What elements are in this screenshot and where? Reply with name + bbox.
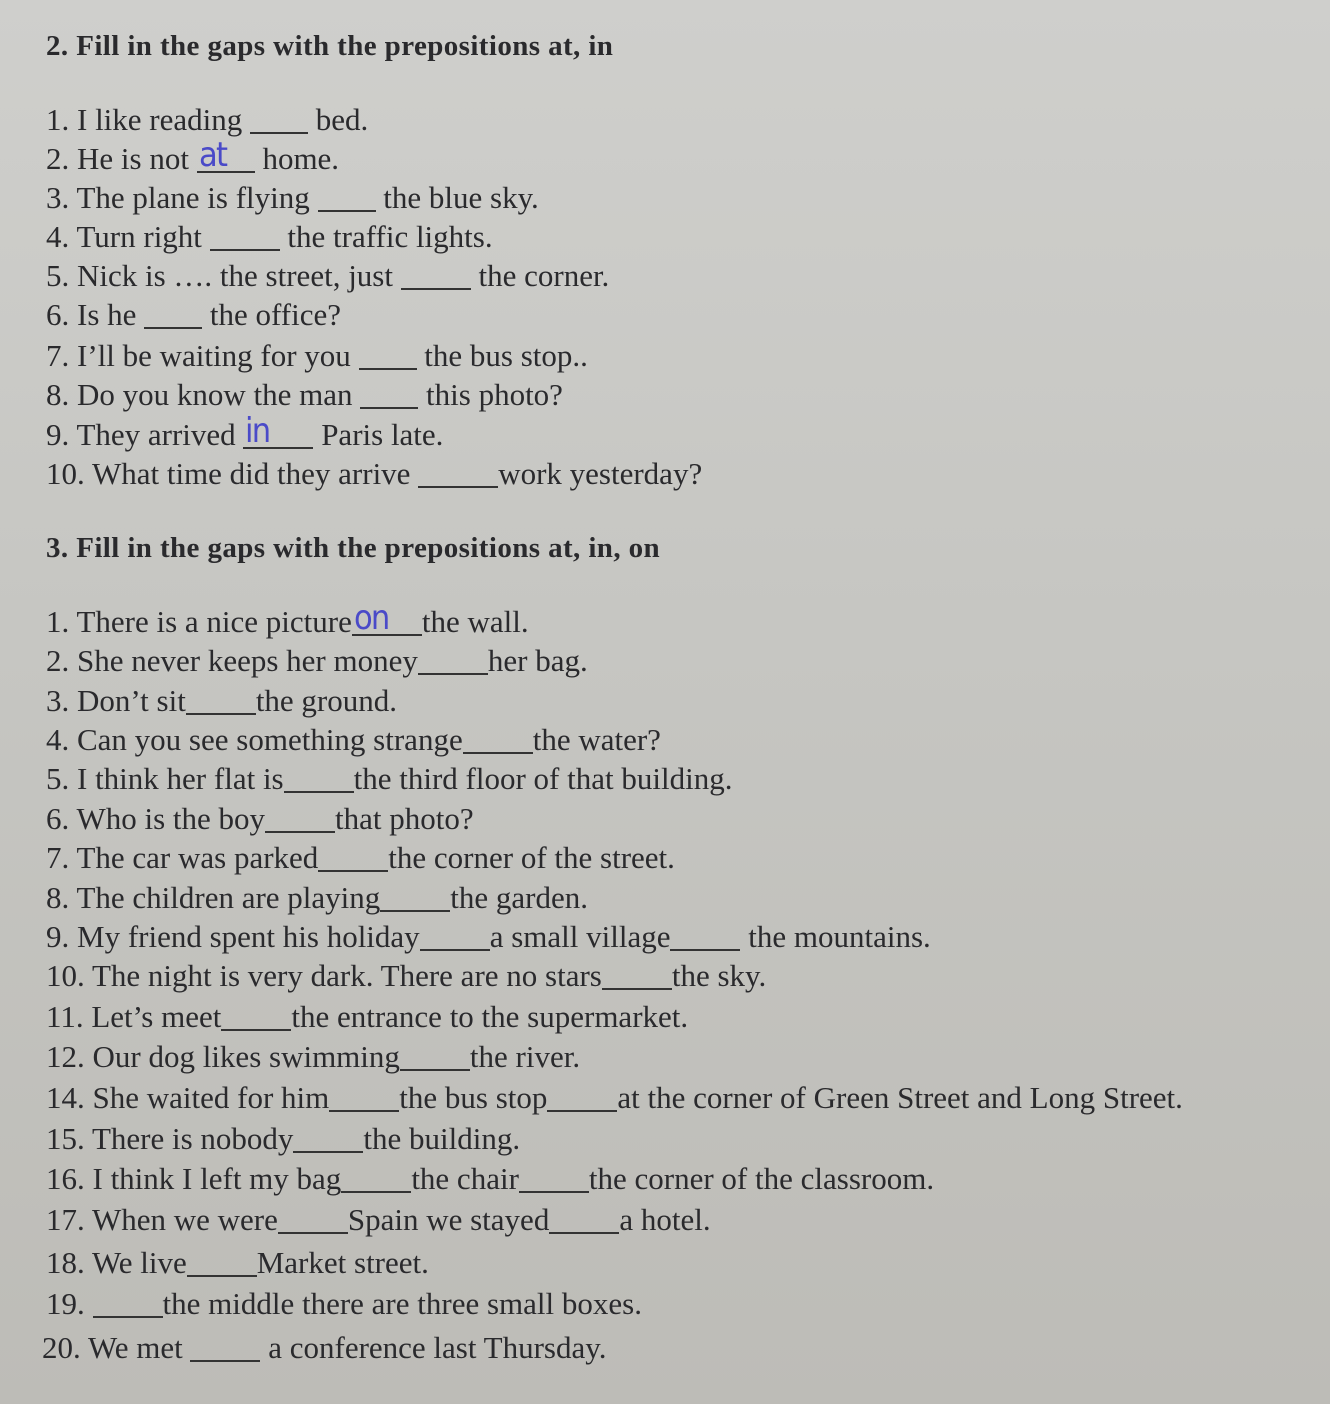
answer-blank[interactable] — [318, 182, 376, 212]
answer-blank[interactable] — [93, 1288, 163, 1318]
answer-blank[interactable] — [318, 842, 388, 872]
answer-blank[interactable] — [186, 685, 256, 715]
answer-blank[interactable] — [418, 645, 488, 675]
list-item: 9. My friend spent his holiday a small village the mountains. — [46, 919, 931, 954]
list-item: 4. Turn right the traffic lights. — [46, 219, 493, 254]
answer-blank[interactable] — [284, 763, 354, 793]
list-item: 17. When we were Spain we stayed a hotel. — [46, 1202, 711, 1237]
list-item: 12. Our dog likes swimming the river. — [46, 1039, 581, 1074]
list-item: 10. What time did they arrive work yesterday? — [46, 456, 703, 491]
answer-blank[interactable] — [670, 921, 740, 951]
list-item: 2. He is not at home. — [46, 135, 340, 176]
list-item: 8. Do you know the man this photo? — [46, 377, 563, 412]
answer-blank[interactable] — [293, 1123, 363, 1153]
answer-blank[interactable] — [243, 411, 313, 451]
list-item: 3. Don’t sit the ground. — [46, 683, 398, 718]
list-item: 18. We live Market street. — [46, 1245, 429, 1280]
answer-blank[interactable] — [250, 104, 308, 134]
list-item: 16. I think I left my bag the chair the corner of the classroom. — [46, 1161, 935, 1196]
answer-blank[interactable] — [265, 803, 335, 833]
handwritten-answer: at — [198, 135, 226, 175]
list-item: 10. The night is very dark. There are no stars the sky. — [46, 958, 767, 993]
exercise-2-title: 2. Fill in the gaps with the prepositions at, in — [46, 30, 614, 62]
answer-blank[interactable] — [352, 598, 422, 638]
answer-blank[interactable] — [221, 1001, 291, 1031]
answer-blank[interactable] — [400, 1041, 470, 1071]
list-item: 11. Let’s meet the entrance to the supermarket. — [46, 999, 689, 1034]
answer-blank[interactable] — [197, 135, 255, 175]
list-item: 4. Can you see something strange the water? — [46, 722, 661, 757]
answer-blank[interactable] — [190, 1332, 260, 1362]
list-item: 19. the middle there are three small boxes. — [46, 1286, 642, 1321]
list-item: 1. I like reading bed. — [46, 102, 369, 137]
list-item: 7. I’ll be waiting for you the bus stop.. — [46, 338, 588, 373]
list-item: 9. They arrived in Paris late. — [46, 411, 444, 452]
list-item: 14. She waited for him the bus stop at the corner of Green Street and Long Street. — [46, 1080, 1183, 1115]
answer-blank[interactable] — [463, 724, 533, 754]
list-item: 2. She never keeps her money her bag. — [46, 643, 588, 678]
list-item: 6. Who is the boy that photo? — [46, 801, 474, 836]
answer-blank[interactable] — [547, 1082, 617, 1112]
exercise-3-title: 3. Fill in the gaps with the prepositions at, in, on — [46, 532, 661, 564]
answer-blank[interactable] — [602, 960, 672, 990]
list-item: 1. There is a nice picture on the wall. — [46, 598, 529, 639]
answer-blank[interactable] — [420, 921, 490, 951]
answer-blank[interactable] — [360, 379, 418, 409]
answer-blank[interactable] — [329, 1082, 399, 1112]
list-item: 8. The children are playing the garden. — [46, 880, 589, 915]
answer-blank[interactable] — [278, 1204, 348, 1234]
answer-blank[interactable] — [210, 221, 280, 251]
answer-blank[interactable] — [401, 260, 471, 290]
list-item: 7. The car was parked the corner of the street. — [46, 840, 675, 875]
answer-blank[interactable] — [144, 299, 202, 329]
handwritten-answer: in — [245, 411, 270, 451]
list-item: 5. I think her flat is the third floor of that building. — [46, 761, 733, 796]
list-item: 15. There is nobody the building. — [46, 1121, 521, 1156]
list-item: 5. Nick is …. the street, just the corner. — [46, 258, 610, 293]
answer-blank[interactable] — [418, 458, 498, 488]
answer-blank[interactable] — [359, 340, 417, 370]
list-item: 20. We met a conference last Thursday. — [42, 1330, 607, 1365]
list-item: 6. Is he the office? — [46, 297, 342, 332]
answer-blank[interactable] — [187, 1247, 257, 1277]
answer-blank[interactable] — [519, 1163, 589, 1193]
answer-blank[interactable] — [380, 882, 450, 912]
answer-blank[interactable] — [549, 1204, 619, 1234]
handwritten-answer: on — [353, 598, 389, 638]
answer-blank[interactable] — [341, 1163, 411, 1193]
list-item: 3. The plane is flying the blue sky. — [46, 180, 539, 215]
